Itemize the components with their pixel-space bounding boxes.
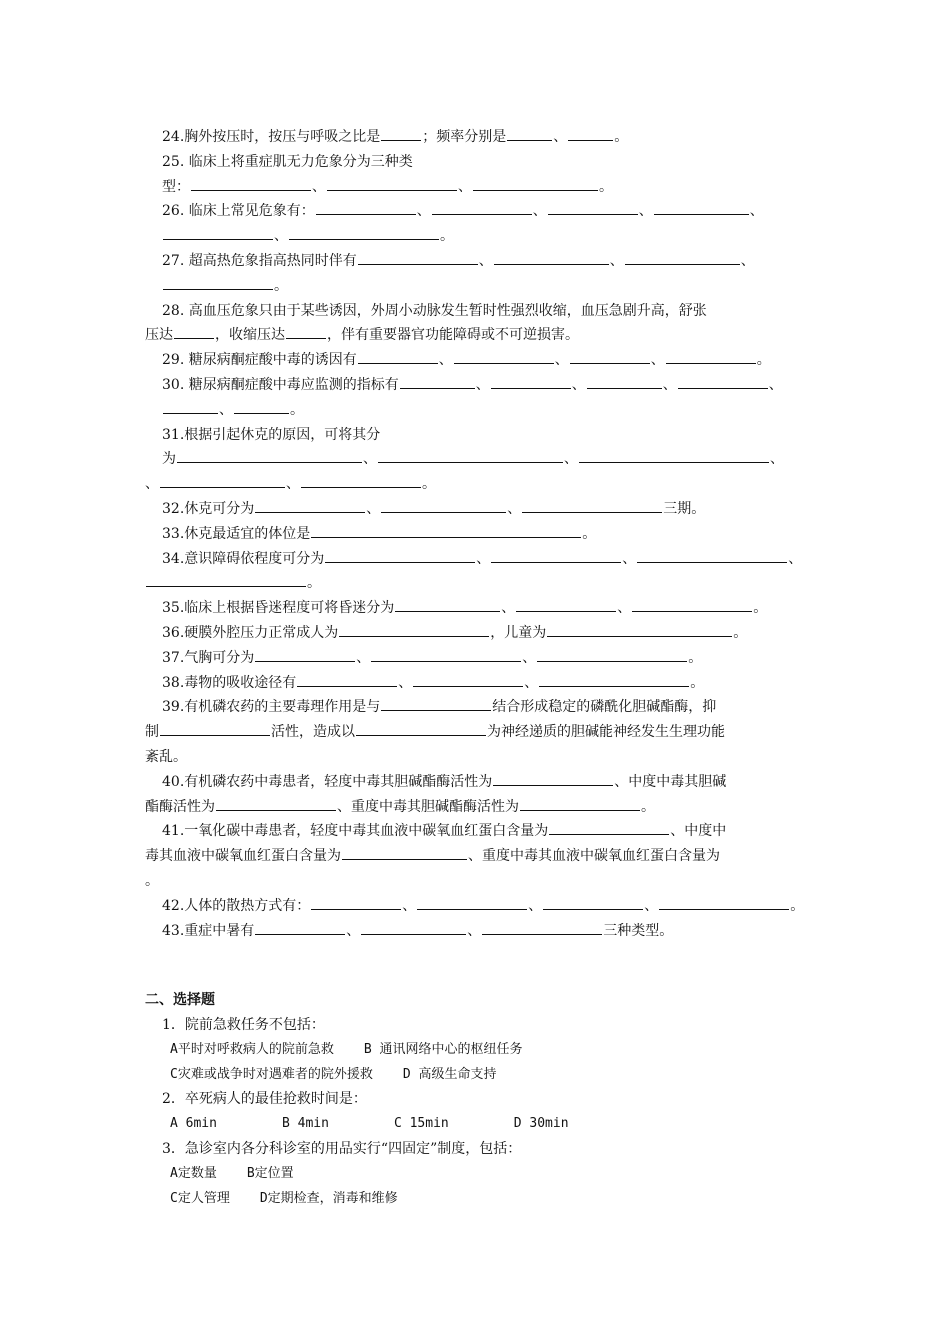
mc-options xyxy=(145,1038,815,1063)
question-42: 42.人体的散热方式有： 、 、 、 。 xyxy=(145,894,815,919)
question-27: 27. 超高热危象指高热同时伴有 、 、 、 xyxy=(145,249,815,274)
blank-field[interactable] xyxy=(454,349,554,364)
question-28: 28. 高血压危象只由于某些诱因，外周小动脉发生暂时性强烈收缩，血压急剧升高，舒张 xyxy=(162,302,707,319)
blank-field[interactable] xyxy=(177,448,362,463)
blank-field[interactable] xyxy=(549,820,669,835)
blank-field[interactable] xyxy=(361,920,466,935)
blank-field[interactable] xyxy=(579,448,769,463)
blank-field[interactable] xyxy=(160,473,285,488)
question-38: 38.毒物的吸收途径有 、 、 。 xyxy=(145,671,815,696)
blank-field[interactable] xyxy=(327,176,457,191)
question-27-cont: 。 xyxy=(145,274,815,299)
blank-field[interactable] xyxy=(520,796,640,811)
blank-field[interactable] xyxy=(516,597,616,612)
blank-field[interactable] xyxy=(255,647,355,662)
blank-field[interactable] xyxy=(678,374,768,389)
question-39-cont: 制 活性，造成以 为神经递质的胆碱能神经发生生理功能 xyxy=(145,720,815,745)
question-43: 43.重症中暑有 、 、 三种类型。 xyxy=(145,919,815,944)
question-24: 24.胸外按压时，按压与呼吸之比是 ；频率分别是 、 。 xyxy=(145,125,815,150)
blank-field[interactable] xyxy=(381,126,421,141)
mc-options xyxy=(145,1187,815,1212)
blank-field[interactable] xyxy=(473,176,598,191)
option-b[interactable]: B定位置 xyxy=(246,1165,294,1181)
question-35: 35.临床上根据昏迷程度可将昏迷分为 、 、 。 xyxy=(145,596,815,621)
blank-field[interactable] xyxy=(286,324,326,339)
blank-field[interactable] xyxy=(356,721,486,736)
question-31-cont2: 、 、 。 xyxy=(145,472,815,497)
blank-field[interactable] xyxy=(625,250,740,265)
question-26-cont: 、 。 xyxy=(145,224,815,249)
blank-field[interactable] xyxy=(191,176,311,191)
question-30-cont: 、 。 xyxy=(145,398,815,423)
blank-field[interactable] xyxy=(400,374,475,389)
question-31: 31.根据引起休克的原因，可将其分 xyxy=(162,426,381,443)
blank-field[interactable] xyxy=(163,275,273,290)
question-37: 37.气胸可分为 、 、 。 xyxy=(145,646,815,671)
option-b[interactable]: B 通讯网络中心的枢纽任务 xyxy=(363,1041,523,1057)
document-page xyxy=(145,125,815,1211)
option-c[interactable]: C定人管理 xyxy=(170,1190,230,1206)
option-a[interactable]: A定数量 xyxy=(170,1165,217,1181)
blank-field[interactable] xyxy=(654,200,749,215)
blank-field[interactable] xyxy=(339,622,489,637)
blank-field[interactable] xyxy=(482,920,602,935)
question-26: 26. 临床上常见危象有： 、 、 、 、 xyxy=(145,199,815,224)
option-d[interactable]: D 高级生命支持 xyxy=(402,1066,497,1082)
option-a[interactable]: A平时对呼救病人的院前急救 xyxy=(170,1041,334,1057)
mc-question-3: 3．急诊室内各分科诊室的用品实行“四固定”制度，包括： xyxy=(162,1141,522,1158)
question-32: 32.休克可分为 、 、 三期。 xyxy=(145,497,815,522)
blank-field[interactable] xyxy=(358,349,438,364)
question-25-cont: 型： 、 、 。 xyxy=(145,175,815,200)
blank-field[interactable] xyxy=(174,324,214,339)
blank-field[interactable] xyxy=(507,126,552,141)
option-c[interactable]: C灾难或战争时对遇难者的院外援救 xyxy=(170,1066,373,1082)
question-34-cont: 。 xyxy=(145,571,815,596)
blank-field[interactable] xyxy=(301,473,421,488)
blank-field[interactable] xyxy=(378,448,563,463)
blank-field[interactable] xyxy=(289,225,439,240)
blank-field[interactable] xyxy=(146,572,306,587)
blank-field[interactable] xyxy=(568,126,613,141)
blank-field[interactable] xyxy=(160,721,270,736)
question-31-cont: 为 、 、 、 xyxy=(145,447,815,472)
blank-field[interactable] xyxy=(255,498,365,513)
option-c[interactable]: C 15min xyxy=(393,1116,449,1132)
question-41-cont2: 。 xyxy=(145,872,159,889)
blank-field[interactable] xyxy=(413,672,523,687)
mc-options xyxy=(145,1112,815,1137)
blank-field[interactable] xyxy=(381,498,506,513)
blank-field[interactable] xyxy=(493,771,613,786)
blank-field[interactable] xyxy=(570,349,650,364)
question-29: 29. 糖尿病酮症酸中毒的诱因有 、 、 、 。 xyxy=(145,348,815,373)
blank-field[interactable] xyxy=(659,895,789,910)
question-34: 34.意识障碍依程度可分为 、 、 、 xyxy=(145,547,815,572)
blank-field[interactable] xyxy=(632,597,752,612)
blank-field[interactable] xyxy=(163,399,218,414)
blank-field[interactable] xyxy=(548,200,638,215)
blank-field[interactable] xyxy=(543,895,643,910)
question-30: 30. 糖尿病酮症酸中毒应监测的指标有 、 、 、 、 xyxy=(145,373,815,398)
blank-field[interactable] xyxy=(316,200,416,215)
blank-field[interactable] xyxy=(491,374,571,389)
blank-field[interactable] xyxy=(666,349,756,364)
option-d[interactable]: D定期检查，消毒和维修 xyxy=(259,1190,398,1206)
blank-field[interactable] xyxy=(311,895,401,910)
question-25: 25. 临床上将重症肌无力危象分为三种类 xyxy=(162,153,413,170)
blank-field[interactable] xyxy=(163,225,273,240)
blank-field[interactable] xyxy=(342,845,467,860)
question-40: 40.有机磷农药中毒患者，轻度中毒其胆碱酯酶活性为 、中度中毒其胆碱 xyxy=(145,770,815,795)
question-39-cont2: 紊乱。 xyxy=(145,748,187,765)
mc-question-1: 1．院前急救任务不包括： xyxy=(162,1017,325,1034)
blank-field[interactable] xyxy=(537,647,687,662)
blank-field[interactable] xyxy=(395,597,500,612)
blank-field[interactable] xyxy=(234,399,289,414)
blank-field[interactable] xyxy=(297,672,397,687)
blank-field[interactable] xyxy=(371,647,521,662)
blank-field[interactable] xyxy=(358,250,478,265)
blank-field[interactable] xyxy=(325,548,475,563)
blank-field[interactable] xyxy=(216,796,336,811)
blank-field[interactable] xyxy=(432,200,532,215)
question-40-cont: 酯酶活性为 、重度中毒其胆碱酯酶活性为 。 xyxy=(145,795,815,820)
mc-options xyxy=(145,1162,815,1187)
blank-field[interactable] xyxy=(539,672,689,687)
question-41-cont: 毒其血液中碳氧血红蛋白含量为 、重度中毒其血液中碳氧血红蛋白含量为 xyxy=(145,844,815,869)
mc-question-2: 2．卒死病人的最佳抢救时间是： xyxy=(162,1091,367,1108)
blank-field[interactable] xyxy=(637,548,787,563)
question-39: 39.有机磷农药的主要毒理作用是与 结合形成稳定的磷酰化胆碱酯酶，抑 xyxy=(145,695,815,720)
section-heading: 二、选择题 xyxy=(145,992,215,1009)
blank-field[interactable] xyxy=(494,250,609,265)
question-28-cont: 压达 ，收缩压达 ，伴有重要器官功能障碍或不可逆损害。 xyxy=(145,323,815,348)
blank-field[interactable] xyxy=(381,696,491,711)
mc-options xyxy=(145,1063,815,1088)
question-33: 33.休克最适宜的体位是 。 xyxy=(145,522,815,547)
blank-field[interactable] xyxy=(522,498,662,513)
option-b[interactable]: B 4min xyxy=(281,1116,329,1132)
blank-field[interactable] xyxy=(547,622,732,637)
blank-field[interactable] xyxy=(255,920,345,935)
blank-field[interactable] xyxy=(311,523,581,538)
blank-field[interactable] xyxy=(587,374,662,389)
question-36: 36.硬膜外腔压力正常成人为 ，儿童为 。 xyxy=(145,621,815,646)
blank-field[interactable] xyxy=(491,548,621,563)
option-a[interactable]: A 6min xyxy=(170,1116,217,1132)
question-41: 41.一氧化碳中毒患者，轻度中毒其血液中碳氧血红蛋白含量为 、中度中 xyxy=(145,819,815,844)
blank-field[interactable] xyxy=(417,895,527,910)
option-d[interactable]: D 30min xyxy=(513,1116,569,1132)
